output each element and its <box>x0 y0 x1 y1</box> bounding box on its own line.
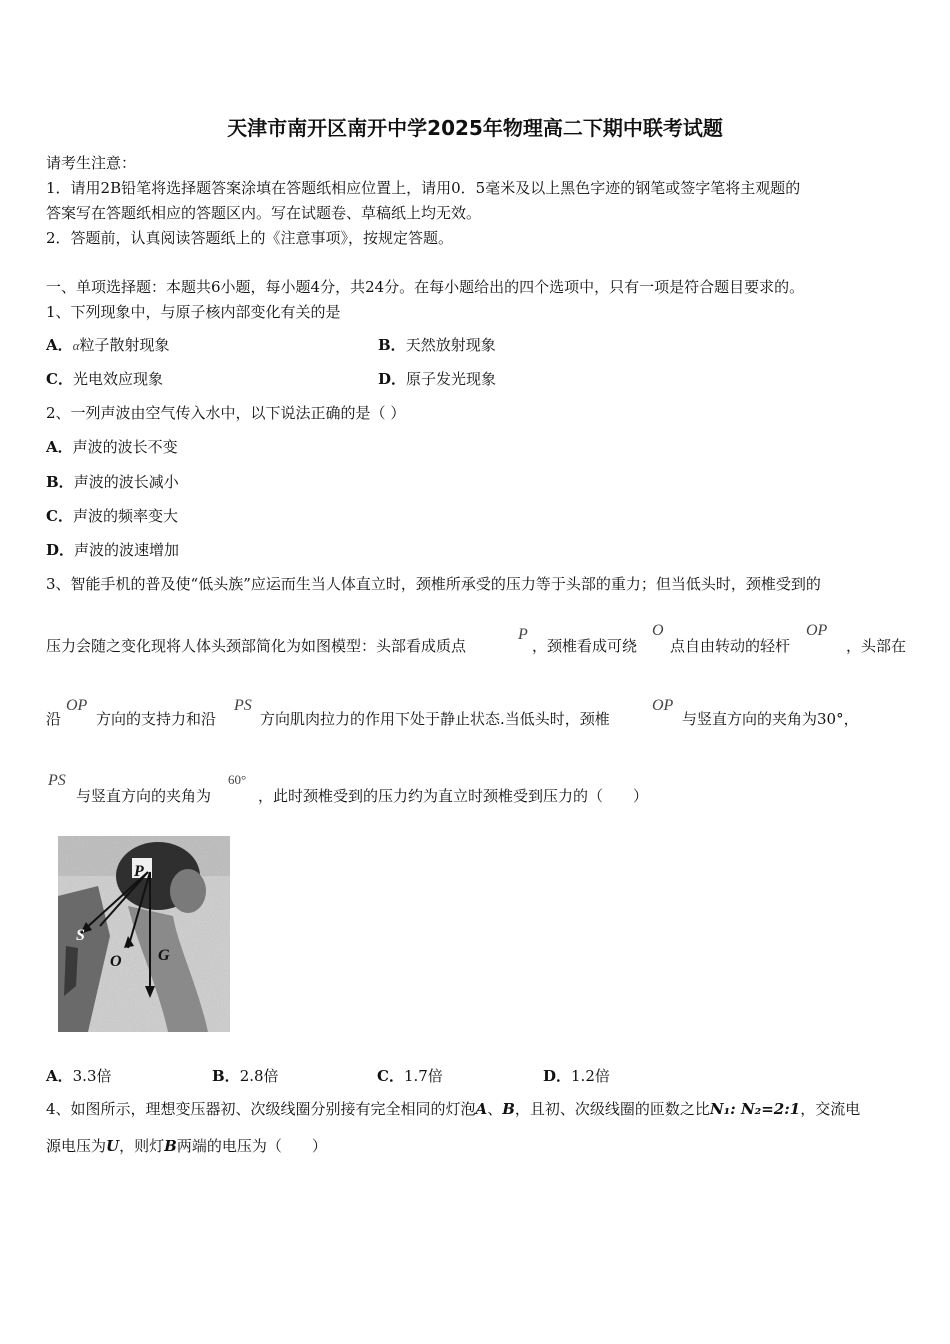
q2-option-b <box>46 471 179 493</box>
alpha-symbol: α <box>72 338 80 353</box>
q1-option-a-text: 粒子散射现象 <box>79 336 170 354</box>
q4-line-1b: ，且初、次级线圈的匝数之比 <box>514 1100 710 1118</box>
q3-line-2a: 压力会随之变化现将人体头颈部简化为如图模型：头部看成质点 <box>46 637 467 655</box>
notice-line-1a: 1．请用2B铅笔将选择题答案涂填在答题纸相应位置上，请用0．5毫米及以上黑色字迹的钢笔或签字笔将主观题的 <box>46 179 801 197</box>
label-O: O <box>110 953 122 970</box>
q2-option-d-label: D． <box>46 541 75 559</box>
var-P: P <box>518 626 528 643</box>
section-heading: 一、单项选择题：本题共6小题，每小题4分，共24分。在每小题给出的四个选项中，只有一项是符合题目要求的。 <box>46 278 805 296</box>
q2-option-c-label: C． <box>46 507 73 525</box>
q3-option-b <box>212 1065 279 1087</box>
q1-option-c-label: C． <box>46 370 73 388</box>
q3-line-3b: 方向的支持力和沿 <box>96 710 217 728</box>
q3-option-c-label: C． <box>377 1067 404 1085</box>
angle-60: 60° <box>228 772 247 787</box>
q4-line-1a: 4、如图所示，理想变压器初、次级线圈分别接有完全相同的灯泡 <box>46 1100 476 1118</box>
q3-line-3d: 与竖直方向的夹角为30°， <box>682 710 859 728</box>
q1-option-c <box>46 368 163 390</box>
q3-line-2c: 点自由转动的轻杆 <box>670 637 791 655</box>
var-OP: OP <box>806 622 828 639</box>
q2-option-a-label: A． <box>46 438 73 456</box>
q3-line-3a: 沿 <box>46 710 62 728</box>
head-neck-figure <box>58 836 230 1032</box>
q3-option-d-label: D． <box>543 1067 572 1085</box>
q1-option-d-label: D． <box>378 370 407 388</box>
q3-line-3c: 方向肌肉拉力的作用下处于静止状态.当低头时，颈椎 <box>260 710 610 728</box>
var-O: O <box>652 622 664 639</box>
q2-option-c <box>46 505 178 527</box>
label-G: G <box>158 947 170 964</box>
var-U: U <box>106 1137 120 1155</box>
q3-option-d-text: 1.2倍 <box>571 1067 610 1085</box>
q4-line-1c: ，交流电 <box>800 1100 861 1118</box>
notice-line-2: 2．答题前，认真阅读答题纸上的《注意事项》，按规定答题。 <box>46 229 454 247</box>
q3-line-2b: ，颈椎看成可绕 <box>532 637 638 655</box>
q1-stem: 1、下列现象中，与原子核内部变化有关的是 <box>46 303 341 321</box>
q2-option-a-text: 声波的波长不变 <box>72 438 178 456</box>
turns-ratio: N₁: N₂=2:1 <box>709 1100 801 1118</box>
var-PS-2: PS <box>48 772 66 789</box>
head-neck-diagram <box>58 836 230 1032</box>
q1-option-b <box>378 334 496 356</box>
q4-line-2b: ，则灯 <box>119 1137 165 1155</box>
var-OP-1: OP <box>66 697 88 714</box>
q3-line-4a: 与竖直方向的夹角为 <box>76 787 212 805</box>
q3-option-a <box>46 1065 112 1087</box>
notice-heading: 请考生注意： <box>46 154 137 172</box>
q1-option-c-text: 光电效应现象 <box>72 370 163 388</box>
q1-option-d-text: 原子发光现象 <box>406 370 497 388</box>
q2-option-c-text: 声波的频率变大 <box>72 507 178 525</box>
q2-option-d-text: 声波的波速增加 <box>74 541 180 559</box>
q2-stem: 2、一列声波由空气传入水中，以下说法正确的是（ ） <box>46 404 406 422</box>
q3-option-b-label: B． <box>212 1067 240 1085</box>
q1-option-b-label: B． <box>378 336 406 354</box>
q3-line-4b: ，此时颈椎受到的压力约为直立时颈椎受到压力的（ ） <box>258 787 649 805</box>
q4-sep: 、 <box>487 1100 503 1118</box>
q3-line-1: 3、智能手机的普及使“低头族”应运而生当人体直立时，颈椎所承受的压力等于头部的重力；但当低头时，颈椎受到的 <box>46 575 821 593</box>
q2-option-d <box>46 539 179 561</box>
q2-option-b-label: B． <box>46 473 74 491</box>
label-P: P <box>134 863 144 880</box>
var-A: A <box>475 1100 488 1118</box>
page-title: 天津市南开区南开中学2025年物理高二下期中联考试题 <box>227 116 723 140</box>
var-OP-2: OP <box>652 697 674 714</box>
q4-line-2 <box>46 1135 327 1157</box>
var-B-2: B <box>164 1137 177 1155</box>
var-B: B <box>502 1100 515 1118</box>
var-PS: PS <box>234 697 252 714</box>
q1-option-d <box>378 368 496 390</box>
q1-option-a-label: A． <box>46 336 73 354</box>
label-S: S <box>76 927 85 944</box>
q4-line-1 <box>46 1098 860 1120</box>
q1-option-a <box>46 334 169 357</box>
q3-line-2d: ，头部在 <box>846 637 907 655</box>
q3-option-a-text: 3.3倍 <box>72 1067 112 1085</box>
q2-option-b-text: 声波的波长减小 <box>73 473 179 491</box>
q3-option-b-text: 2.8倍 <box>239 1067 279 1085</box>
q4-line-2a: 源电压为 <box>46 1137 107 1155</box>
q3-option-c <box>377 1065 443 1087</box>
q4-line-2c: 两端的电压为（ ） <box>176 1137 327 1155</box>
q3-option-a-label: A． <box>46 1067 73 1085</box>
q3-option-d <box>543 1065 610 1087</box>
q3-option-c-text: 1.7倍 <box>403 1067 443 1085</box>
q2-option-a <box>46 436 178 458</box>
notice-line-1b: 答案写在答题纸相应的答题区内。写在试题卷、草稿纸上均无效。 <box>46 204 482 222</box>
q1-option-b-text: 天然放射现象 <box>405 336 496 354</box>
